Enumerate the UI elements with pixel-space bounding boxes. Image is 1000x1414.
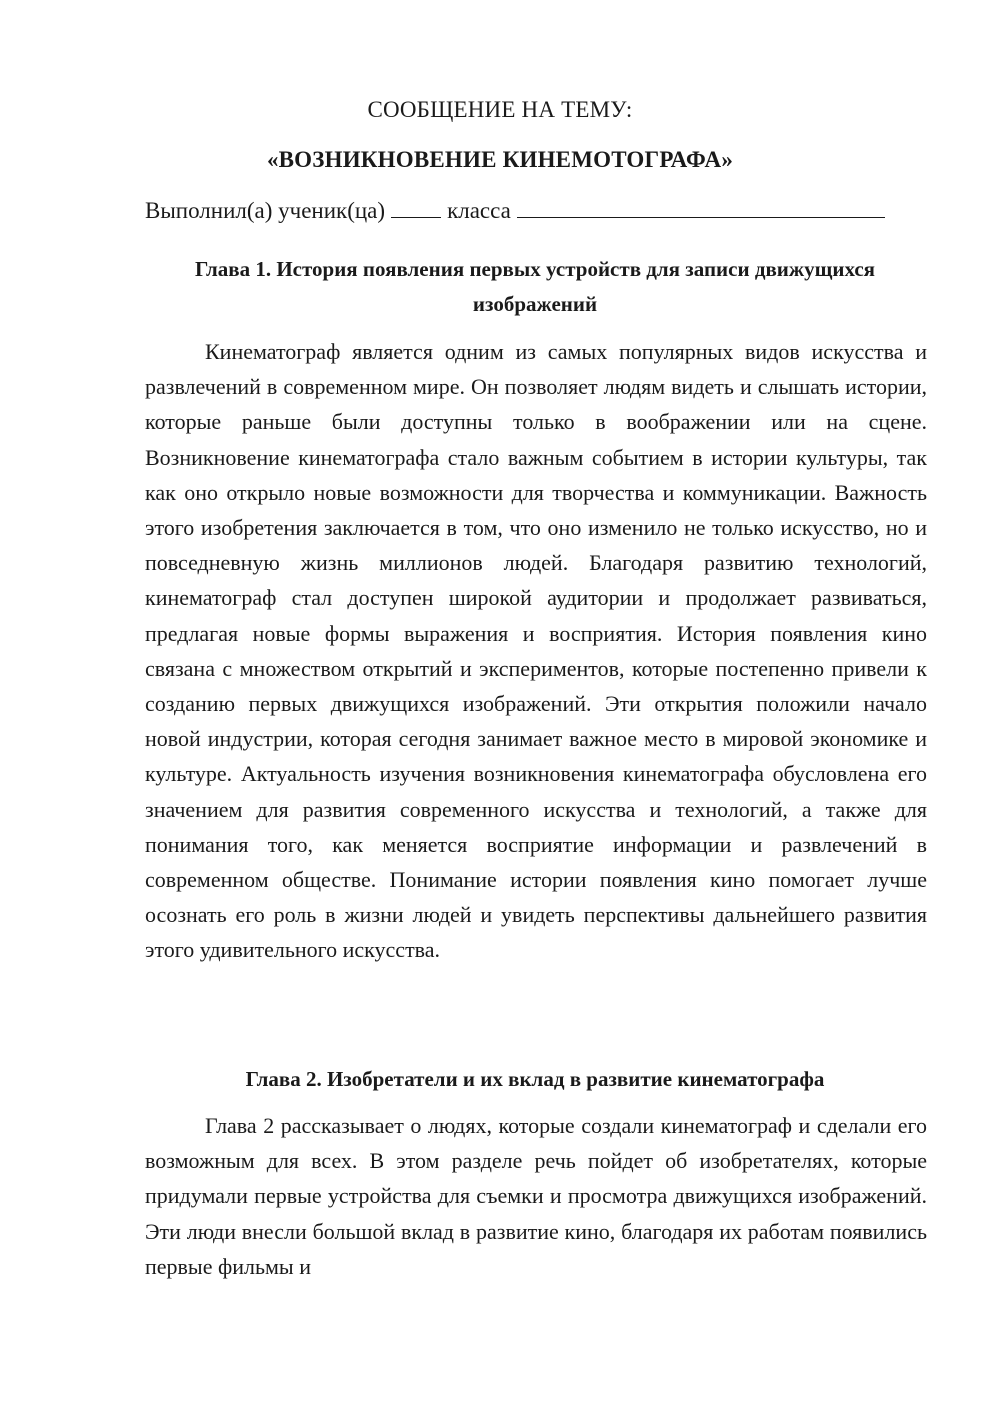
byline-student-label: Выполнил(а) ученик(ца) (145, 198, 386, 223)
chapter2-paragraph: Глава 2 рассказывает о людях, которые создали кинематограф и сделали его возможным для всех. В этом разделе речь пойдет об изобретателях, которые придумали первые устройства для съемки и просмотра движущихся изображений. Эти люди внесли большой вклад в развитие кино, благодаря их работам появились первые фильмы и (145, 1113, 927, 1279)
document-title-line2: «ВОЗНИКНОВЕНИЕ КИНЕМОТОГРАФА» (266, 147, 734, 172)
document-title-line1: СООБЩЕНИЕ НА ТЕМУ: (367, 97, 633, 122)
author-byline (145, 197, 935, 225)
chapter1-heading: Глава 1. История появления первых устройств для записи движущихся изображений (194, 257, 876, 316)
class-number-blank (391, 197, 441, 218)
chapter1-paragraph: Кинематограф является одним из самых популярных видов искусства и развлечений в современном мире. Он позволяет людям видеть и слышать истории, которые раньше были доступны только в воображении или на сцене. Возникновение кинематографа стало важным событием в истории культуры, так как оно открыло новые возможности для творчества и коммуникации. Важность этого изобретения заключается в том, что оно изменило не только искусство, но и повседневную жизнь миллионов людей. Благодаря развитию технологий, кинематограф стал доступен широкой аудитории и продолжает развиваться, предлагая новые формы выражения и восприятия. История появления кино связана с множеством открытий и экспериментов, которые постепенно привели к созданию первых движущихся изображений. Эти открытия положили начало новой индустрии, которая сегодня занимает важное место в мировой экономике и культуре. Актуальность изучения возникновения кинематографа обусловлена его значением для развития современного искусства и технологий, а также для понимания того, как меняется восприятие информации и развлечений в современном обществе. Понимание истории появления кино помогает лучше осознать его роль в жизни людей и увидеть перспективы дальнейшего развития этого удивительного искусства. (145, 339, 927, 963)
student-name-blank (517, 197, 885, 218)
chapter2-heading: Глава 2. Изобретатели и их вклад в развитие кинематографа (245, 1067, 825, 1091)
byline-class-label: класса (447, 198, 511, 223)
